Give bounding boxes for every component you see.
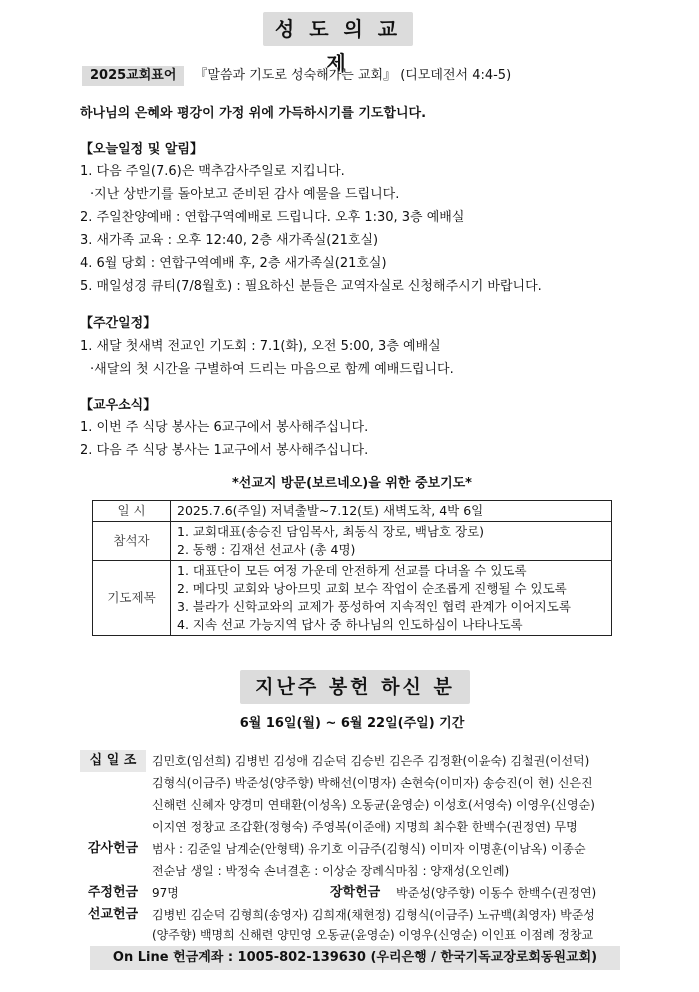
- table-row: [93, 561, 612, 636]
- mission-offering-label: 선교헌금: [87, 907, 139, 922]
- today-item: 1. 다음 주일(7.6)은 맥추감사주일로 지킵니다.: [80, 164, 345, 179]
- weekly-item: ·새달의 첫 시간을 구별하여 드리는 마음으로 함께 예배드립니다.: [90, 362, 454, 377]
- date-line: 2025.7.6(주일) 저녁출발~7.12(토) 새벽도착, 4박 6일: [177, 503, 484, 518]
- today-item: 5. 매일성경 큐티(7/8월호) : 필요하신 분들은 교역자실로 신청해주시기 바랍니다.: [80, 279, 542, 294]
- today-item: 2. 주일찬양예배 : 연합구역예배로 드립니다. 오후 1:30, 3층 예배실: [80, 210, 465, 225]
- church-motto: [82, 66, 511, 86]
- page-title: 성 도 의 교 제: [263, 12, 413, 46]
- mission-table: [92, 500, 612, 636]
- scholarship-label: 장학헌금: [330, 885, 381, 900]
- today-item: 3. 새가족 교육 : 오후 12:40, 2층 새가족실(21호실): [80, 233, 379, 248]
- row-value: [171, 501, 612, 522]
- prayer-line: 3. 블라가 신학교와의 교제가 풍성하여 지속적인 협력 관계가 이어지도록: [177, 599, 571, 614]
- row-value: [171, 522, 612, 561]
- prayer-line: 1. 대표단이 모든 여정 가운데 안전하게 선교를 다녀올 수 있도록: [177, 563, 527, 578]
- attendee-line: 2. 동행 : 김재선 선교사 (총 4명): [177, 542, 356, 557]
- section-heading-today: 【오늘일정 및 알림】: [80, 142, 203, 157]
- motto-tag: 2025교회표어: [82, 66, 184, 86]
- mission-offering-line: (양주향) 백명희 신해련 양민영 오동균(윤영순) 이영우(신영순) 이인표 이점례 정창교: [152, 928, 594, 942]
- mission-offering-line: 김병빈 김순덕 김형희(송영자) 김희재(채현정) 김형식(이금주) 노규백(최영자) 박준성: [152, 908, 595, 922]
- tithe-label: 십 일 조: [80, 750, 146, 772]
- weekly-item: 1. 새달 첫새벽 전교인 기도회 : 7.1(화), 오전 5:00, 3층 예배실: [80, 339, 441, 354]
- today-item: ·지난 상반기를 돌아보고 준비된 감사 예물을 드립니다.: [90, 187, 400, 202]
- tithe-line: 김민호(임선희) 김병빈 김성애 김순덕 김승빈 김은주 김정환(이윤숙) 김철권(이선덕): [152, 754, 590, 768]
- today-item: 4. 6월 당회 : 연합구역예배 후, 2층 새가족실(21호실): [80, 256, 387, 271]
- news-item: 2. 다음 주 식당 봉사는 1교구에서 봉사해주십니다.: [80, 443, 369, 458]
- offering-period: 6월 16일(월) ~ 6월 22일(주일) 기간: [239, 716, 465, 731]
- section-heading-news: 【교우소식】: [80, 398, 157, 413]
- tithe-line: 신해련 신혜자 양경미 연태환(이성옥) 오동균(윤영순) 이성호(서영숙) 이영우(신영순): [152, 798, 595, 812]
- attendee-line: 1. 교회대표(송승진 담임목사, 최동식 장로, 백남호 장로): [177, 524, 485, 539]
- scholarship-line: 박준성(양주향) 이동수 한백수(권정연): [396, 886, 597, 900]
- row-head-date: 일 시: [93, 501, 171, 522]
- sunday-label: 주정헌금: [87, 885, 139, 900]
- thanks-line: 전순남 생일 : 박정숙 손녀결혼 : 이상순 장례식마침 : 양재성(오인례): [152, 864, 510, 878]
- prayer-line: 4. 지속 선교 가능지역 답사 중 하나님의 인도하심이 나타나도록: [177, 617, 523, 632]
- prayer-line: 2. 메다밋 교회와 낭아므밋 교회 보수 작업이 순조롭게 진행될 수 있도록: [177, 581, 567, 596]
- thanks-line: 범사 : 김준일 남계순(안형택) 유기호 이금주(김형식) 이미자 이명훈(이남옥) 이종순: [152, 842, 586, 856]
- tithe-line: 이지연 정창교 조갑환(정형숙) 주영복(이준애) 지명희 최수환 한백수(권정연) 무명: [152, 820, 578, 834]
- row-head-prayer: 기도제목: [93, 561, 171, 636]
- table-row: [93, 522, 612, 561]
- row-value: [171, 561, 612, 636]
- news-item: 1. 이번 주 식당 봉사는 6교구에서 봉사해주십니다.: [80, 420, 369, 435]
- row-head-attendees: 참석자: [93, 522, 171, 561]
- online-account: On Line 헌금계좌 : 1005-802-139630 (우리은행 / 한국기독교장로회동원교회): [90, 946, 620, 970]
- mission-title: *선교지 방문(보르네오)을 위한 중보기도*: [232, 476, 472, 491]
- tithe-line: 김형식(이금주) 박준성(양주향) 박해선(이명자) 손현숙(이미자) 송승진(이 현) 신은진: [152, 776, 593, 790]
- blessing-text: 하나님의 은혜와 평강이 가정 위에 가득하시기를 기도합니다.: [80, 106, 427, 121]
- thanks-label: 감사헌금: [87, 841, 139, 856]
- table-row: [93, 501, 612, 522]
- section-heading-weekly: 【주간일정】: [80, 316, 157, 331]
- sunday-count: 97명: [152, 886, 179, 900]
- offering-title: 지난주 봉헌 하신 분: [240, 670, 470, 704]
- motto-text: 『말씀과 기도로 성숙해가는 교회』 (디모데전서 4:4-5): [194, 68, 512, 83]
